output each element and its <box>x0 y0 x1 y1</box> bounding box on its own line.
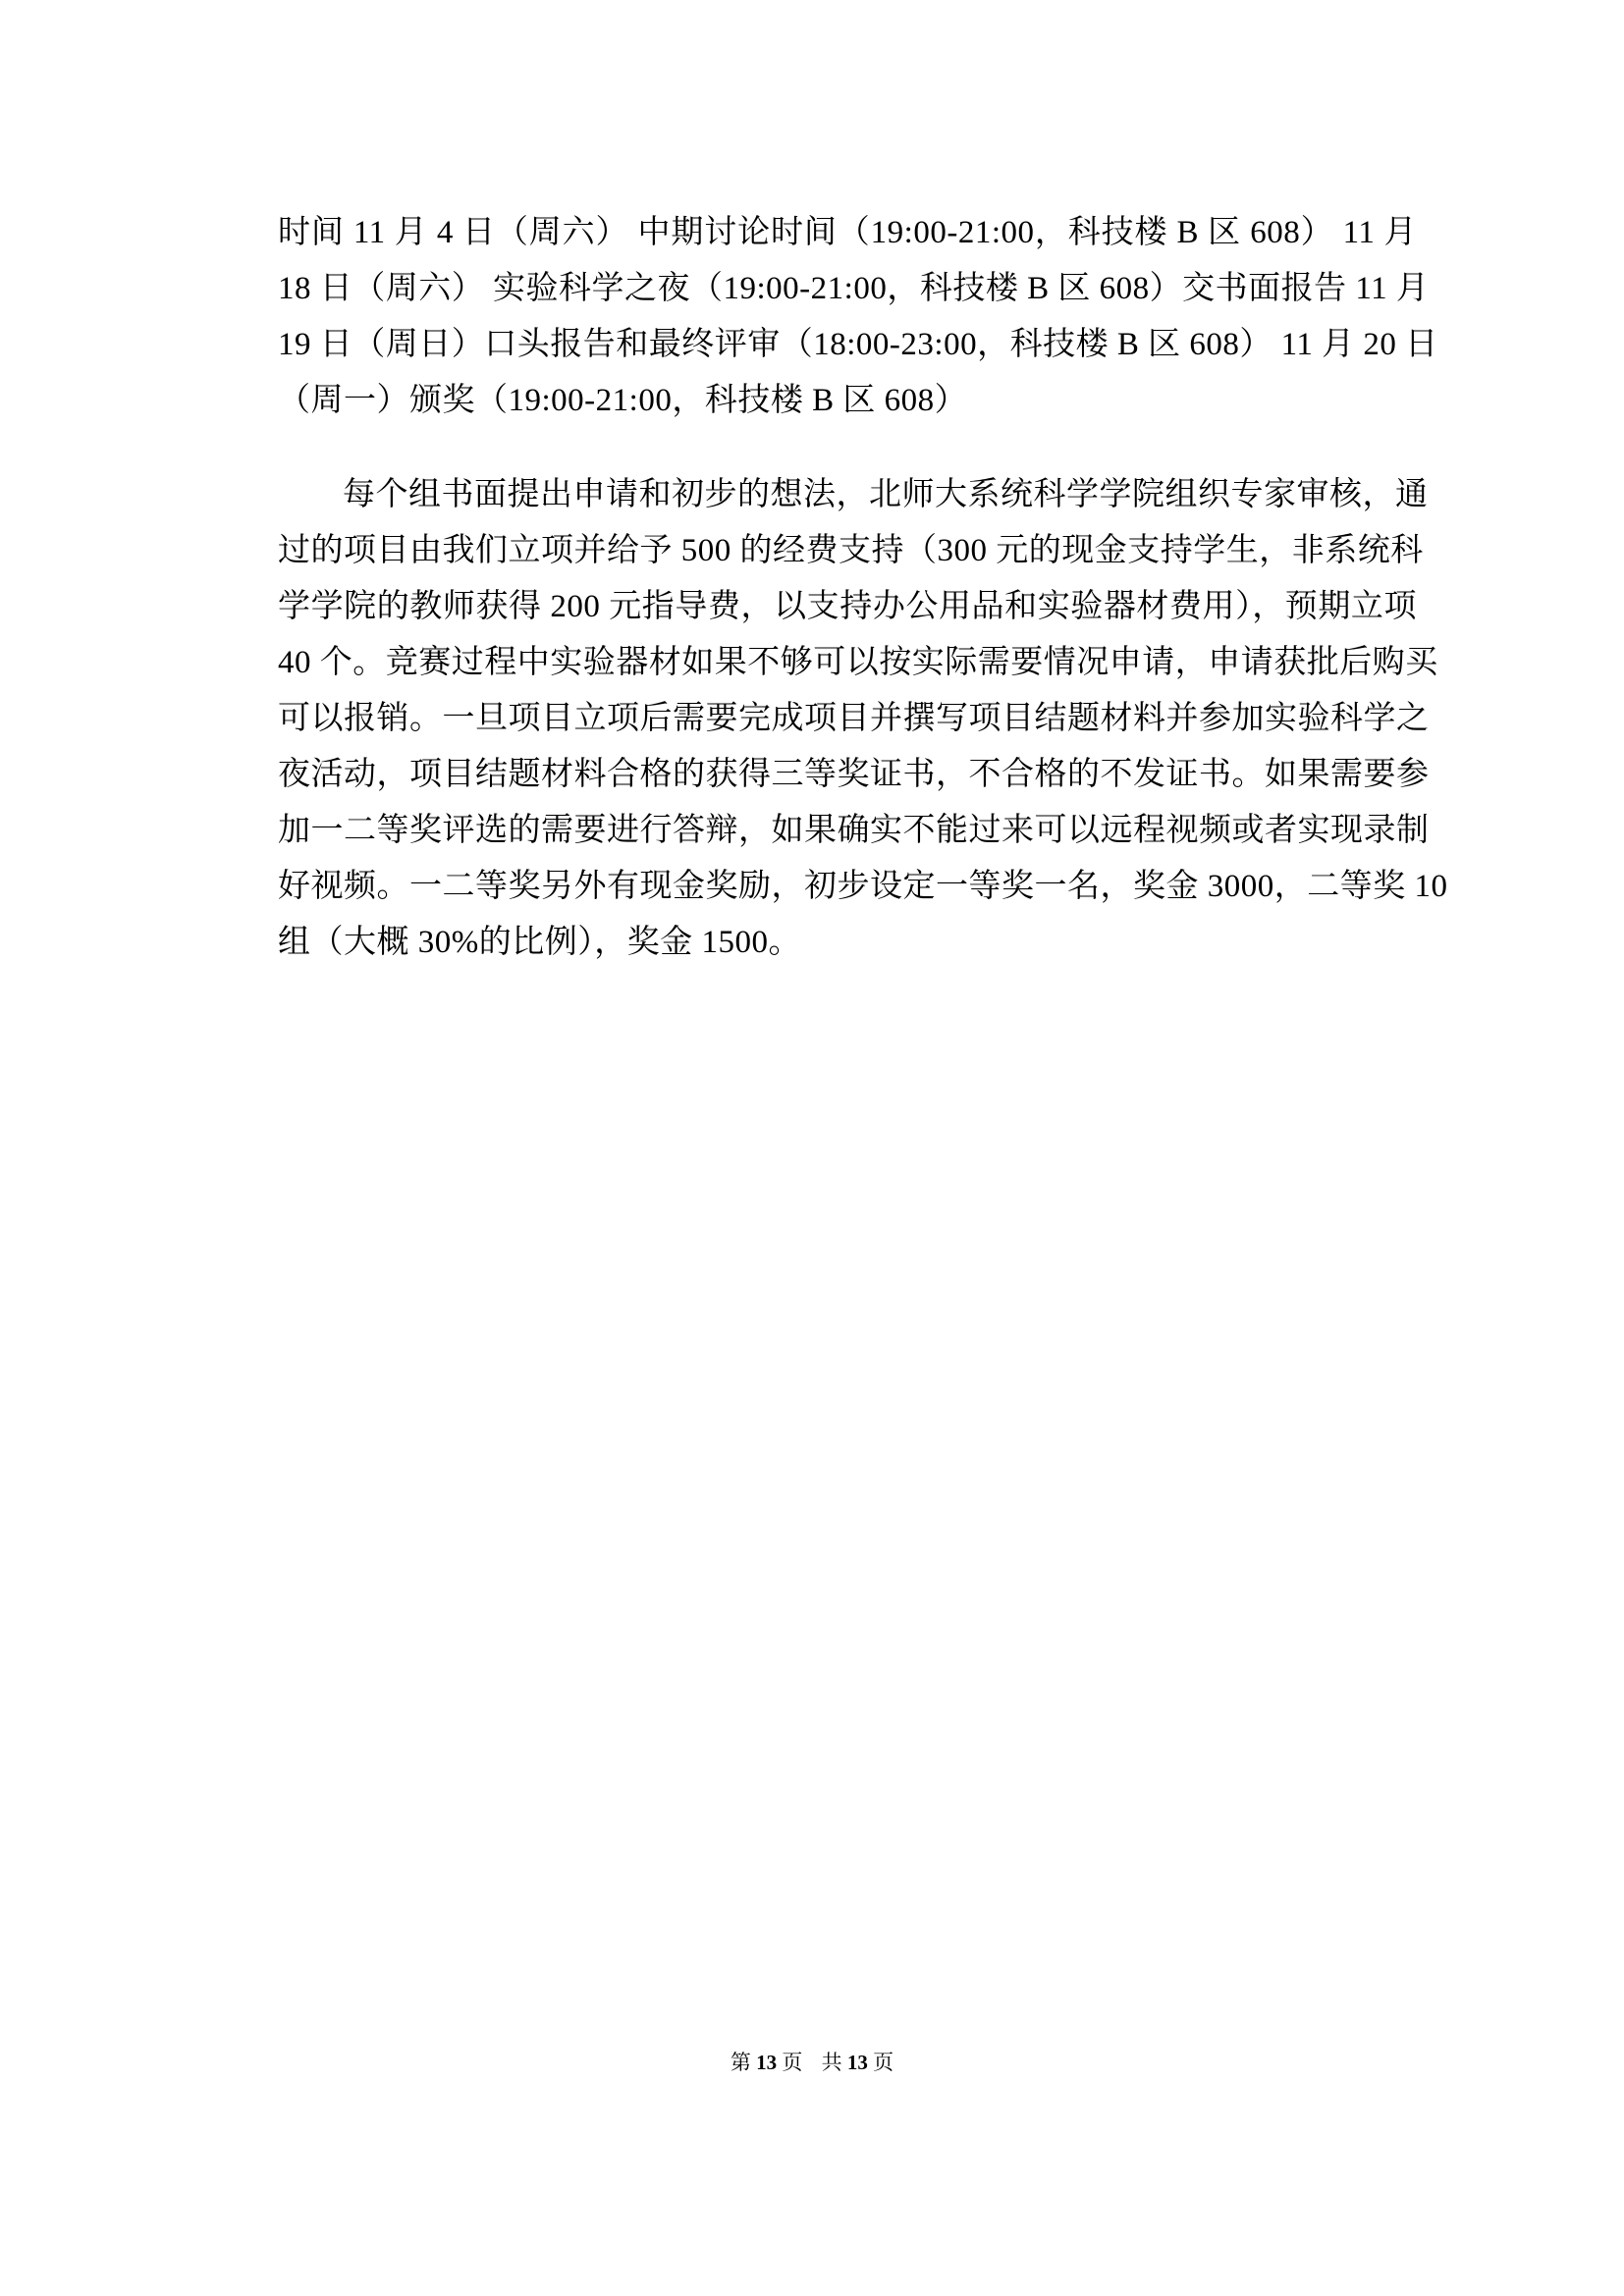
text-line: 19 日（周日）口头报告和最终评审（18:00-23:00，科技楼 B 区 608） 11 月 20 日 <box>278 327 1438 362</box>
text-line: 每个组书面提出申请和初步的想法，北师大系统科学学院组织专家审核，通 <box>343 477 1429 512</box>
document-body <box>278 205 1448 971</box>
paragraph <box>278 467 1448 971</box>
footer-label-di: 第 <box>730 2051 751 2074</box>
text-line: 好视频。一二等奖另外有现金奖励，初步设定一等奖一名，奖金 3000，二等奖 10 <box>278 869 1448 904</box>
text-line: 夜活动，项目结题材料合格的获得三等奖证书，不合格的不发证书。如果需要参 <box>278 757 1430 792</box>
text-line: 加一二等奖评选的需要进行答辩，如果确实不能过来可以远程视频或者实现录制 <box>278 813 1430 848</box>
footer-current-page: 13 <box>756 2051 778 2074</box>
footer-label-ye1: 页 <box>782 2051 803 2074</box>
text-line: 时间 11 月 4 日（周六） 中期讨论时间（19:00-21:00，科技楼 B 区 608） 11 月 <box>278 215 1417 250</box>
text-line: 可以报销。一旦项目立项后需要完成项目并撰写项目结题材料并参加实验科学之 <box>278 701 1430 736</box>
footer-label-ye2: 页 <box>873 2051 894 2074</box>
text-line: 学学院的教师获得 200 元指导费，以支持办公用品和实验器材费用），预期立项 <box>278 589 1417 624</box>
footer-total-pages: 13 <box>846 2051 868 2074</box>
text-line: 组（大概 30%的比例），奖金 1500。 <box>278 925 801 960</box>
page-footer <box>0 2048 1624 2077</box>
text-line: （周一）颁奖（19:00-21:00，科技楼 B 区 608） <box>278 383 968 418</box>
text-line: 18 日（周六） 实验科学之夜（19:00-21:00，科技楼 B 区 608）交书面报告 11 月 <box>278 271 1430 306</box>
paragraph <box>278 205 1438 429</box>
text-line: 40 个。竞赛过程中实验器材如果不够可以按实际需要情况申请，申请获批后购买 <box>278 645 1438 680</box>
text-line: 过的项目由我们立项并给予 500 的经费支持（300 元的现金支持学生，非系统科 <box>278 533 1424 568</box>
footer-label-gong: 共 <box>821 2051 842 2074</box>
